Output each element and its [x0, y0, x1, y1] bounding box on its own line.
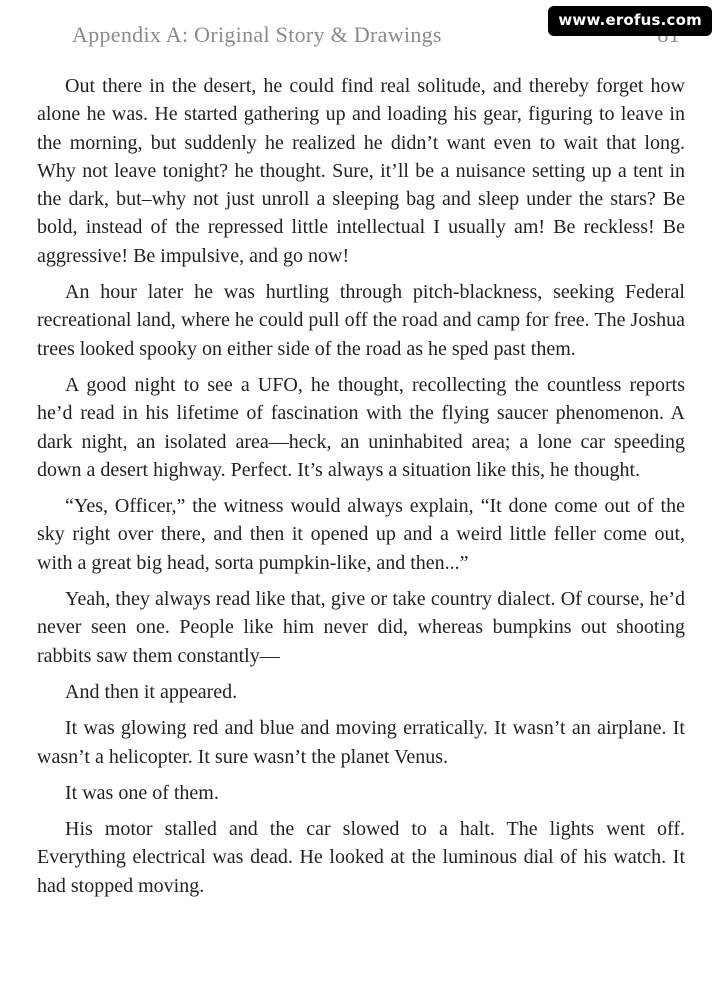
running-title: Appendix A: Original Story & Drawings: [72, 22, 442, 47]
paragraph: Yeah, they always read like that, give or take country dialect. Of course, he’d never seen one. People like him never did, whereas bumpkins out shooting rabbits saw them constantly—: [37, 588, 685, 667]
paragraph: A good night to see a UFO, he thought, recollecting the countless reports he’d read in his lifetime of fascination with the flying saucer phenomenon. A dark night, an isolated area—heck, an uninhabited area; a lone car speeding down a desert highway. Perfect. It’s always a situation like this, he thought.: [37, 373, 685, 481]
paragraph: His motor stalled and the car slowed to a halt. The lights went off. Everything electrical was dead. He looked at the luminous dial of his watch. It had stopped moving.: [37, 818, 685, 897]
paragraph: An hour later he was hurtling through pitch-blackness, seeking Federal recreational land, where he could pull off the road and camp for free. The Joshua trees looked spooky on either side of the road as he sped past them.: [37, 281, 685, 360]
paragraph: And then it appeared.: [65, 680, 238, 703]
body-text: [37, 72, 685, 908]
paragraph: Out there in the desert, he could find real solitude, and thereby forget how alone he was. He started gathering up and loading his gear, figuring to leave in the morning, but suddenly he realized he didn’t want even to wait that long. Why not leave tonight? he thought. Sure, it’ll be a nuisance setting up a tent in the dark, but–why not just unroll a sleeping bag and sleep under the stars? Be bold, instead of the repressed little intellectual I usually am! Be reckless! Be aggressive! Be impulsive, and go now!: [37, 75, 685, 267]
paragraph: “Yes, Officer,” the witness would always explain, “It done come out of the sky right over there, and then it opened up and a weird little feller come out, with a great big head, sorta pumpkin-like, and then...”: [37, 495, 685, 574]
watermark-badge: www.erofus.com: [548, 6, 712, 36]
paragraph: It was one of them.: [65, 781, 219, 804]
paragraph: It was glowing red and blue and moving erratically. It wasn’t an airplane. It wasn’t a helicopter. It sure wasn’t the planet Venus.: [37, 717, 685, 768]
